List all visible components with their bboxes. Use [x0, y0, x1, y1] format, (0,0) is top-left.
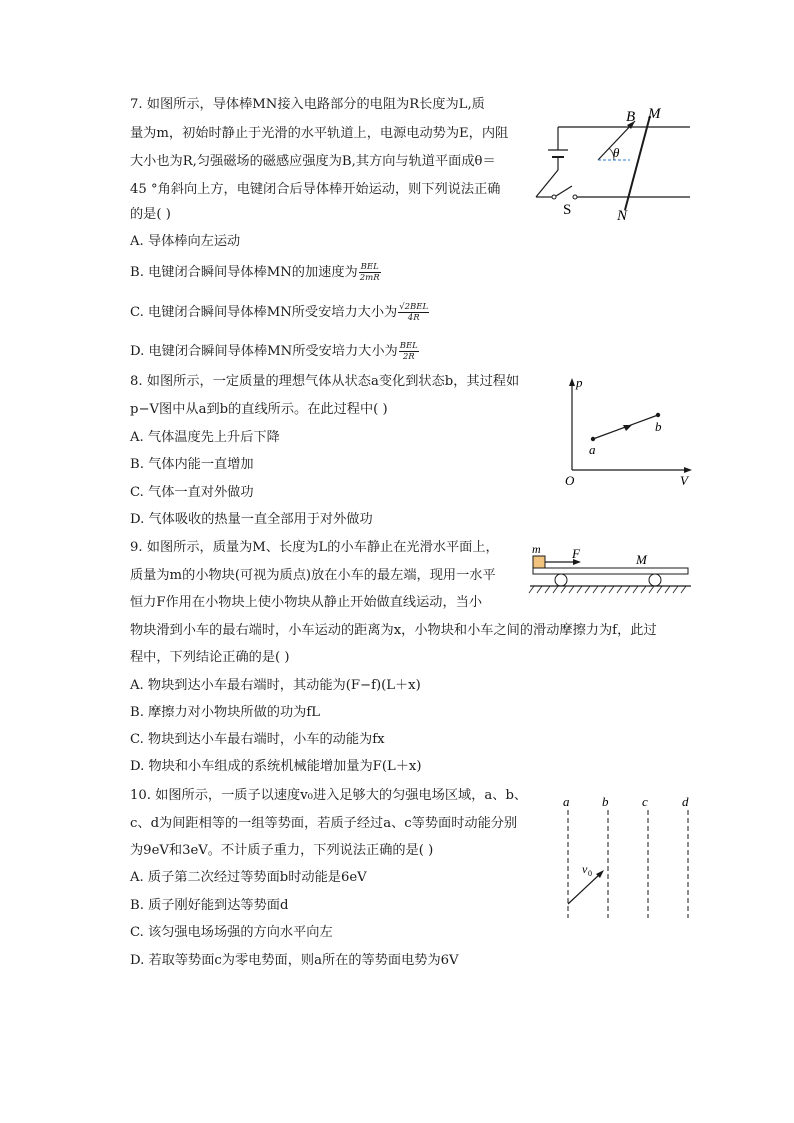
- q9-cart-figure: [528, 542, 693, 600]
- q10-fig-label-a: a: [563, 794, 570, 809]
- q8-axis-label-v: V: [680, 473, 688, 488]
- q9-stem-line4: 物块滑到小车的最右端时，小车运动的距离为x，小物块和小车之间的滑动摩擦力为f，此过: [130, 623, 657, 638]
- q10-option-c: C. 该匀强电场场强的方向水平向左: [130, 925, 333, 940]
- q10-fig-label-d: d: [682, 794, 689, 809]
- q10-option-b: B. 质子刚好能到达等势面d: [130, 898, 289, 913]
- q7-stem-line5: 的是( ): [130, 207, 171, 222]
- q7-stem-line2: 量为m，初始时静止于光滑的水平轨道上，电源电动势为E，内阻: [130, 126, 509, 141]
- q9-stem-line3: 恒力F作用在小物块上使小物块从静止开始做直线运动，当小: [130, 595, 483, 610]
- q9-stem-line5: 程中，下列结论正确的是( ): [130, 650, 290, 665]
- q10-stem-line1: 10. 如图所示，一质子以速度v₀进入足够大的匀强电场区域，a、b、: [130, 788, 528, 803]
- q7-fig-label-m: M: [648, 106, 661, 122]
- q7-option-b-fraction: $\frac{\text{BEL}}{2mR}$: [359, 262, 380, 283]
- q7-fig-label-b: B: [626, 109, 636, 125]
- q7-option-d-fraction: $\frac{\text{BEL}}{2R}$: [399, 341, 418, 362]
- q10-stem-line3: 为9eV和3eV。不计质子重力，下列说法正确的是( ): [130, 843, 434, 858]
- q9-stem-line1: 9. 如图所示，质量为M、长度为L的小车静止在光滑水平面上，: [130, 540, 499, 555]
- q8-axis-label-p: p: [576, 375, 583, 390]
- q7-fig-label-s: S: [563, 202, 572, 218]
- q8-pv-graph: [560, 375, 700, 490]
- q8-option-d: D. 气体吸收的热量一直全部用于对外做功: [130, 512, 373, 527]
- q7-option-c-fraction: $\frac{\text{√2BEL}}{4R}$: [399, 302, 429, 323]
- q10-fig-label-c: c: [642, 794, 648, 809]
- q9-option-c: C. 物块到达小车最右端时，小车的动能为fx: [130, 732, 385, 747]
- q9-option-d: D. 物块和小车组成的系统机械能增加量为F(L＋x): [130, 759, 422, 774]
- q7-option-c: [130, 302, 429, 323]
- q7-option-b: [130, 262, 381, 283]
- q7-stem-line1: 7. 如图所示，导体棒MN接入电路部分的电阻为R长度为L,质: [130, 97, 485, 112]
- q7-fig-label-n: N: [617, 208, 628, 224]
- q8-stem-line2: p−V图中从a到b的直线所示。在此过程中( ): [130, 402, 388, 417]
- q8-option-b: B. 气体内能一直增加: [130, 457, 254, 472]
- q9-stem-line2: 质量为m的小物块(可视为质点)放在小车的最左端，现用一水平: [130, 568, 496, 583]
- q7-option-b-text: B. 电键闭合瞬间导体棒MN的加速度为: [130, 265, 358, 280]
- q10-stem-line2: c、d为间距相等的一组等势面，若质子经过a、c等势面时动能分别: [130, 816, 518, 831]
- q9-fig-label-m-small: m: [532, 542, 541, 556]
- q8-point-label-b: b: [655, 419, 662, 434]
- q9-option-b: B. 摩擦力对小物块所做的功为fL: [130, 705, 320, 720]
- q8-origin-label: O: [565, 473, 575, 488]
- q10-option-d: D. 若取等势面c为零电势面，则a所在的等势面电势为6V: [130, 953, 459, 968]
- q7-option-c-text: C. 电键闭合瞬间导体棒MN所受安培力大小为: [130, 305, 398, 320]
- q8-stem-line1: 8. 如图所示，一定质量的理想气体从状态a变化到状态b，其过程如: [130, 374, 520, 389]
- q10-fig-label-v0: v: [582, 862, 588, 876]
- q9-fig-label-m-large: M: [636, 552, 647, 567]
- q8-option-a: A. 气体温度先上升后下降: [130, 430, 280, 445]
- q9-fig-label-force: F: [572, 546, 580, 561]
- q7-option-a: A. 导体棒向左运动: [130, 234, 241, 249]
- q7-stem-line3: 大小也为R,匀强磁场的磁感应强度为B,其方向与轨道平面成θ＝: [130, 154, 496, 169]
- q8-option-c: C. 气体一直对外做功: [130, 485, 254, 500]
- q7-fig-label-theta: θ: [613, 145, 620, 160]
- q7-circuit-figure: [530, 100, 695, 225]
- q7-stem-line4: 45 °角斜向上方，电键闭合后导体棒开始运动，则下列说法正确: [130, 182, 501, 197]
- q8-point-label-a: a: [589, 442, 596, 457]
- q10-fig-label-v0-subscript: 0: [588, 869, 592, 878]
- q10-fig-label-b: b: [602, 794, 609, 809]
- q9-option-a: A. 物块到达小车最右端时，其动能为(F−f)(L＋x): [130, 678, 421, 693]
- q7-option-d: [130, 341, 419, 362]
- q10-equipotential-figure: [556, 792, 696, 922]
- q10-option-a: A. 质子第二次经过等势面b时动能是6eV: [130, 870, 367, 885]
- q7-option-d-text: D. 电键闭合瞬间导体棒MN所受安培力大小为: [130, 344, 398, 359]
